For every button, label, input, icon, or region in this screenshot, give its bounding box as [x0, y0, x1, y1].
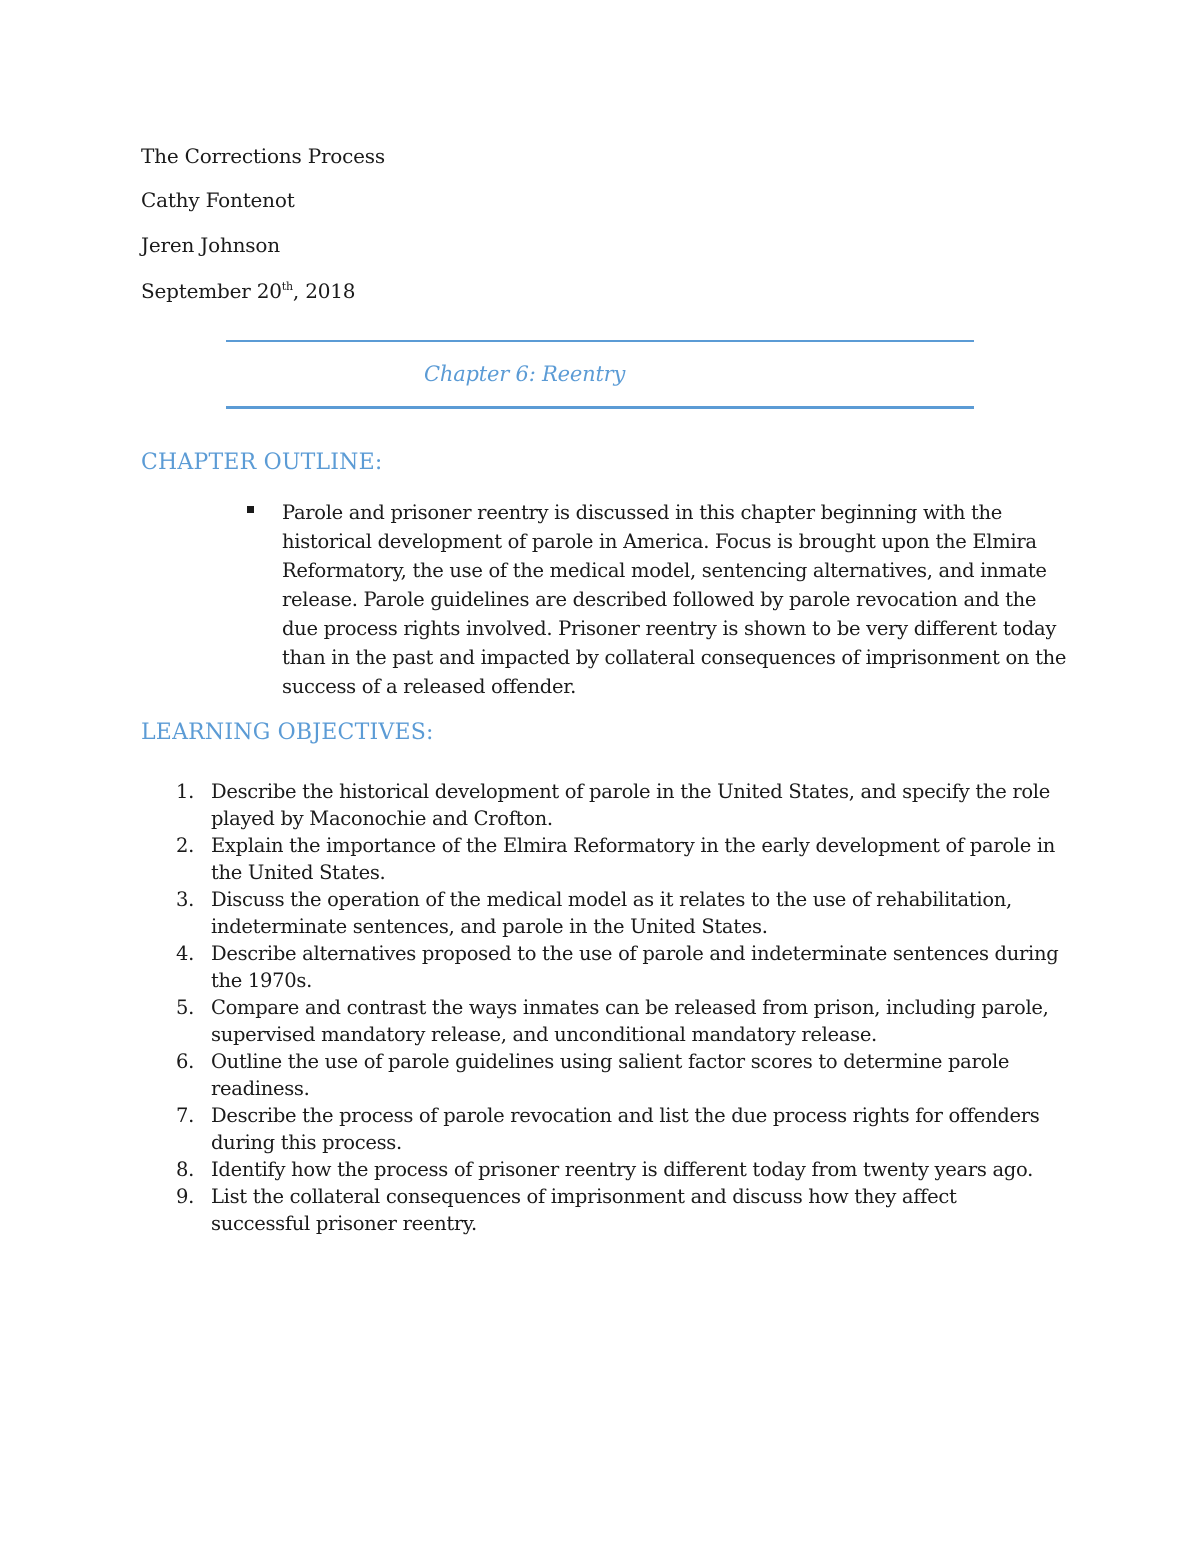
square-bullet-icon: [247, 506, 254, 513]
author-name-1: Cathy Fontenot: [141, 188, 295, 212]
objective-item: [160, 940, 1060, 994]
objective-number: 9.: [176, 1185, 195, 1208]
date-year: , 2018: [292, 279, 356, 303]
objective-number: 7.: [176, 1104, 195, 1127]
objective-number: 5.: [176, 996, 195, 1019]
objective-text: Outline the use of parole guidelines using salient factor scores to determine parole readiness.: [211, 1050, 1010, 1100]
objective-item: [160, 1102, 1060, 1156]
chapter-outline-heading: CHAPTER OUTLINE:: [141, 450, 383, 475]
objective-text: Describe the process of parole revocation and list the due process rights for offenders during this process.: [211, 1104, 1040, 1154]
objective-item: [160, 778, 1060, 832]
objective-number: 6.: [176, 1050, 195, 1073]
objective-text: Discuss the operation of the medical model as it relates to the use of rehabilitation, indeterminate sentences, and parole in the United States.: [211, 888, 1012, 938]
learning-objectives-heading: LEARNING OBJECTIVES:: [141, 720, 434, 745]
objective-number: 3.: [176, 888, 195, 911]
date-ordinal: th: [281, 280, 293, 293]
objective-number: 8.: [176, 1158, 195, 1181]
objective-number: 4.: [176, 942, 195, 965]
objective-text: Describe the historical development of parole in the United States, and specify the role played by Maconochie and Crofton.: [211, 780, 1050, 830]
chapter-outline-item: [247, 498, 1077, 701]
objective-item: [160, 994, 1060, 1048]
objective-item: [160, 886, 1060, 940]
chapter-outline-text: Parole and prisoner reentry is discussed in this chapter beginning with the historical development of parole in America. Focus is brought upon the Elmira Reformatory, the use of the medical model, sentencing alternatives, and inmate release. Parole guidelines are described followed by parole revocation and the due process rights involved. Prisoner reentry is shown to be very different today than in the past and impacted by collateral consequences of imprisonment on the success of a released offender.: [282, 501, 1067, 698]
objective-number: 1.: [176, 780, 195, 803]
chapter-title: Chapter 6: Reentry: [424, 362, 626, 386]
objective-text: Compare and contrast the ways inmates can be released from prison, including parole, supervised mandatory release, and unconditional mandatory release.: [211, 996, 1049, 1046]
chapter-rule-bottom: [226, 406, 974, 409]
objective-number: 2.: [176, 834, 195, 857]
objective-item: [160, 1048, 1060, 1102]
document-date: [141, 279, 355, 303]
objective-text: List the collateral consequences of imprisonment and discuss how they affect successful prisoner reentry.: [211, 1185, 957, 1235]
objective-text: Describe alternatives proposed to the use of parole and indeterminate sentences during the 1970s.: [211, 942, 1059, 992]
author-name-2: Jeren Johnson: [141, 233, 280, 257]
objective-item: [160, 832, 1060, 886]
date-text: September 20: [141, 279, 282, 303]
objective-text: Explain the importance of the Elmira Reformatory in the early development of parole in the United States.: [211, 834, 1056, 884]
objective-item: [160, 1156, 1060, 1183]
document-title: The Corrections Process: [141, 144, 385, 168]
chapter-rule-top: [226, 340, 974, 342]
objective-item: [160, 1183, 1060, 1237]
objective-text: Identify how the process of prisoner reentry is different today from twenty years ago.: [211, 1158, 1033, 1181]
learning-objectives-list: [160, 778, 1060, 1237]
